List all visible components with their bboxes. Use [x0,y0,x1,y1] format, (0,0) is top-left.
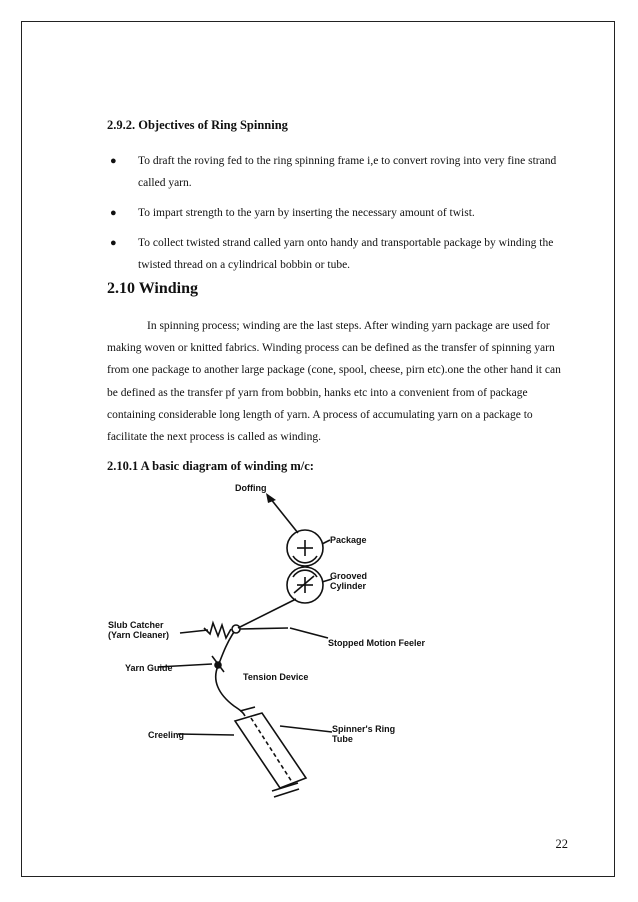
objectives-list [107,150,577,284]
label-slub-1: Slub Catcher [108,620,164,630]
label-tension: Tension Device [243,672,309,682]
label-ring-tube-1: Spinner's Ring [332,724,396,734]
page-number: 22 [555,837,568,851]
bullet-icon: ● [110,237,117,249]
yarn-line-lower [216,632,245,716]
list-item [107,202,577,224]
ring-tube-label-line [280,726,332,732]
yarn-guide-bar [212,656,224,672]
winding-machine-diagram [100,478,426,803]
label-grooved-2: Cylinder [330,581,367,591]
doffing-arrow [270,498,298,533]
list-item [107,232,577,276]
winding-heading: 2.10 Winding [107,280,199,297]
bullet-icon: ● [110,155,117,167]
label-package: Package [330,535,367,545]
bullet-text: To impart strength to the yarn by inserting the necessary amount of twist. [138,207,475,219]
package-label-line [322,540,330,544]
bullet-text: To draft the roving fed to the ring spinning frame i,e to convert roving into very fine strand called yarn. [138,155,557,189]
stop-motion-lever [240,628,288,629]
label-stop-motion: Stopped Motion Feeler [328,638,426,648]
stop-motion-label-line [290,628,328,638]
list-item [107,150,577,194]
label-yarn-guide: Yarn Guide [125,663,173,673]
bullet-text: To collect twisted strand called yarn onto handy and transportable package by winding the twisted thread on a cylindrical bobbin or tube. [138,237,554,271]
ring-tube-body [235,713,306,788]
yarn-line-top [238,599,296,628]
slub-label-line [180,630,208,633]
creeling-label-line [178,734,234,735]
label-slub-2: (Yarn Cleaner) [108,630,170,640]
ring-tube-base-2 [274,789,299,797]
package-rotation-arrow [293,556,317,563]
label-grooved-1: Grooved [330,571,368,581]
winding-paragraph: In spinning process; winding are the last steps. After winding yarn package are used for making woven or knitted fabrics. Winding process can be defined as the transfer of spinning yarn from one package to another large package (cone, spool, cheese, pirn etc).one the other hand it can be defined as the transfer pf yarn from bobbin, hanks etc into a convenient from of package containing considerable long length of yarn. A process of accumulating yarn on a package to facilitate the next process is called as winding. [107,320,561,444]
objectives-heading: 2.9.2. Objectives of Ring Spinning [107,118,288,132]
bullet-icon: ● [110,207,117,219]
label-ring-tube-2: Tube [332,734,353,744]
diagram-heading: 2.10.1 A basic diagram of winding m/c: [107,459,314,473]
label-creeling: Creeling [148,730,185,740]
doffing-arrowhead [266,493,276,503]
label-doffing: Doffing [235,483,267,493]
ring-tube-top [240,707,255,711]
